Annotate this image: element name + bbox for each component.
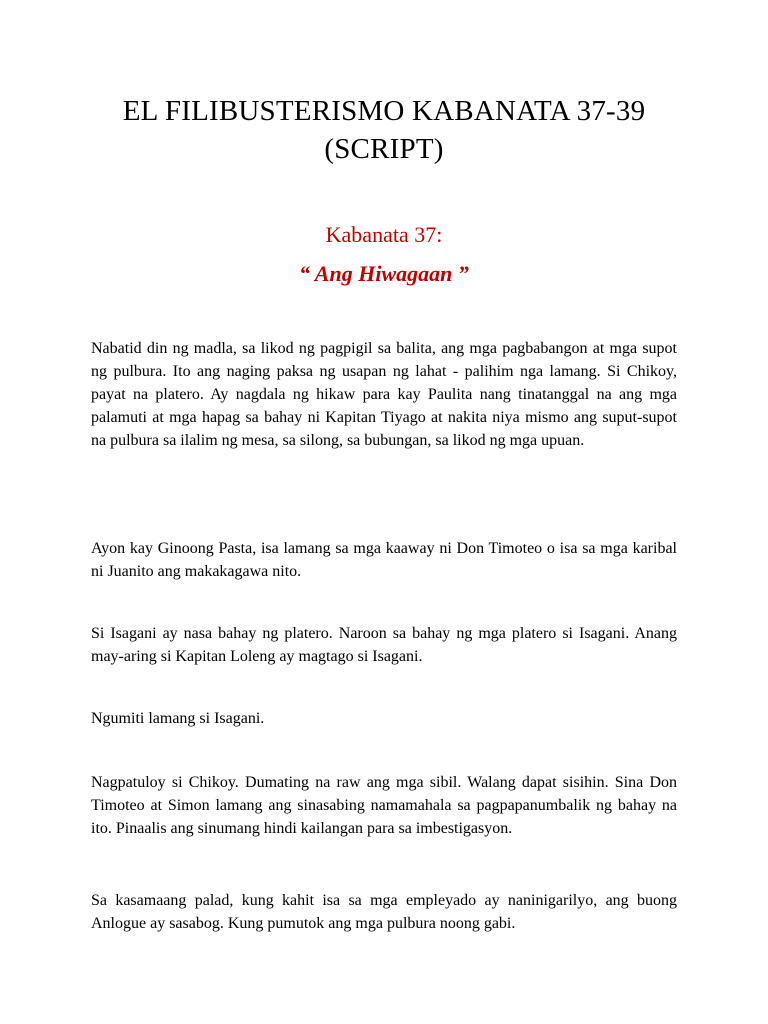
title-line-2: (SCRIPT) — [324, 133, 444, 165]
paragraph-1: Nabatid din ng madla, sa likod ng pagpigil sa balita, ang mga pagbabangon at mga supot ng pulbura. Ito ang naging paksa ng usapan ng lahat - palihim nga lamang. Si Chikoy, payat na platero. Ay nagdala ng hikaw para kay Paulita nang tinatanggal na ang mga palamuti at mga hapag sa bahay ni Kapitan Tiyago at nakita niya mismo ang suput-supot na pulbura sa ilalim ng mesa, sa silong, sa bubungan, sa likod ng mga upuan. — [91, 340, 677, 449]
paragraph-5: Nagpatuloy si Chikoy. Dumating na raw ang mga sibil. Walang dapat sisihin. Sina Don Timoteo at Simon lamang ang sinasabing namamahala sa pagpapanumbalik ng bahay na ito. Pinaalis ang sinumang hindi kailangan para sa imbestigasyon. — [91, 774, 677, 837]
paragraph-3: Si Isagani ay nasa bahay ng platero. Naroon sa bahay ng mga platero si Isagani. Anang may-aring si Kapitan Loleng ay magtago si Isagani. — [91, 625, 677, 665]
title-line-1: EL FILIBUSTERISMO KABANATA 37-39 — [122, 95, 646, 127]
chapter-label: Kabanata 37: — [325, 222, 443, 247]
chapter-title: “ Ang Hiwagaan ” — [299, 261, 469, 286]
paragraph-2: Ayon kay Ginoong Pasta, isa lamang sa mga kaaway ni Don Timoteo o isa sa mga karibal ni Juanito ang makakagawa nito. — [91, 540, 677, 580]
paragraph-4: Ngumiti lamang si Isagani. — [91, 710, 265, 727]
document-title — [0, 92, 768, 168]
paragraph-6: Sa kasamaang palad, kung kahit isa sa mga empleyado ay naninigarilyo, ang buong Anlogue ay sasabog. Kung pumutok ang mga pulbura noong gabi. — [91, 892, 677, 932]
